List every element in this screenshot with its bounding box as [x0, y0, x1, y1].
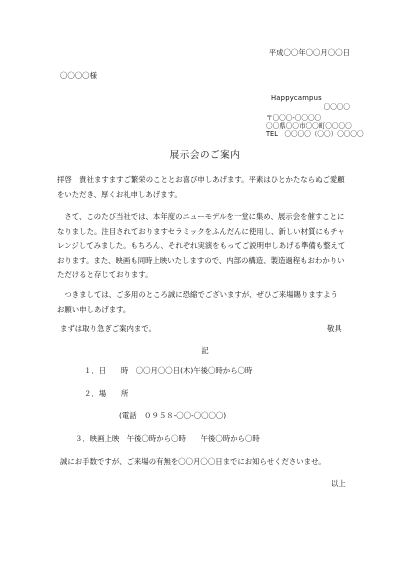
sender-tel: TEL 〇〇〇〇（〇〇）〇〇〇〇 [266, 130, 364, 138]
paragraph-greeting [57, 173, 357, 202]
sender-company: Happycampus [271, 94, 322, 102]
letter-date: 平成〇〇年〇〇月〇〇日 [268, 48, 350, 57]
item-phone: (電話 ０９５８-〇〇-〇〇〇〇) [119, 411, 227, 420]
paragraph-line: つきましては、ご多用のところ誠に恐縮でございますが、ぜひご来場賜りますよう [57, 290, 338, 299]
sender-address: 〇〇県〇〇市〇〇町〇〇〇〇 [266, 122, 352, 130]
paragraph-line: レンジしてみました。もちろん、それぞれ実演をもってご説明申しあげる準備も整えて [57, 241, 346, 251]
closing-line: まずは取り急ぎご案内まで。 [60, 324, 156, 333]
keigu: 敬具 [327, 324, 342, 333]
ki-heading: 記 [201, 346, 209, 355]
sender-person: 〇〇〇〇 [323, 103, 350, 111]
paragraph-line: ただけると存じております。 [57, 270, 153, 280]
paragraph-line: お願い申しあげます。 [57, 304, 131, 314]
paragraph-line: をいただき、厚くお礼申しあげます。 [57, 189, 182, 199]
item-place: ２．場 所 [84, 389, 129, 398]
paragraph-request [57, 288, 357, 317]
paragraph-line: 拝啓 貴社ますますご繁栄のこととお喜び申しあげます。平素はひとかたならぬご愛顧 [57, 175, 345, 184]
item-datetime: １．日 時 〇〇月〇〇日(木)午後〇時から〇時 [84, 366, 253, 375]
paragraph-line: なりました。注目されておりますセラミックをふんだんに使用し、新しい材質にもチャ [57, 226, 345, 236]
letter-title: 展示会のご案内 [169, 150, 241, 161]
sender-postal: 〒〇〇〇-〇〇〇〇 [266, 114, 322, 122]
paragraph-line: さて、このたび当社では、本年度のニューモデルを一堂に集め、展示会を催すことに [57, 212, 345, 221]
ijou: 以上 [331, 479, 346, 488]
rsvp-note: 誠にお手数ですが、ご来場の有無を〇〇月〇〇日までにお知らせくださいませ。 [60, 457, 326, 466]
recipient-name: 〇〇〇〇様 [60, 71, 97, 80]
paragraph-announcement [57, 210, 357, 283]
item-movie: ３．映画上映 午後〇時から〇時 午後〇時から〇時 [75, 434, 260, 443]
paragraph-line: おります。また、映画も同時上映いたしますので、内部の構造、製造過程もおわかりい [57, 255, 345, 265]
